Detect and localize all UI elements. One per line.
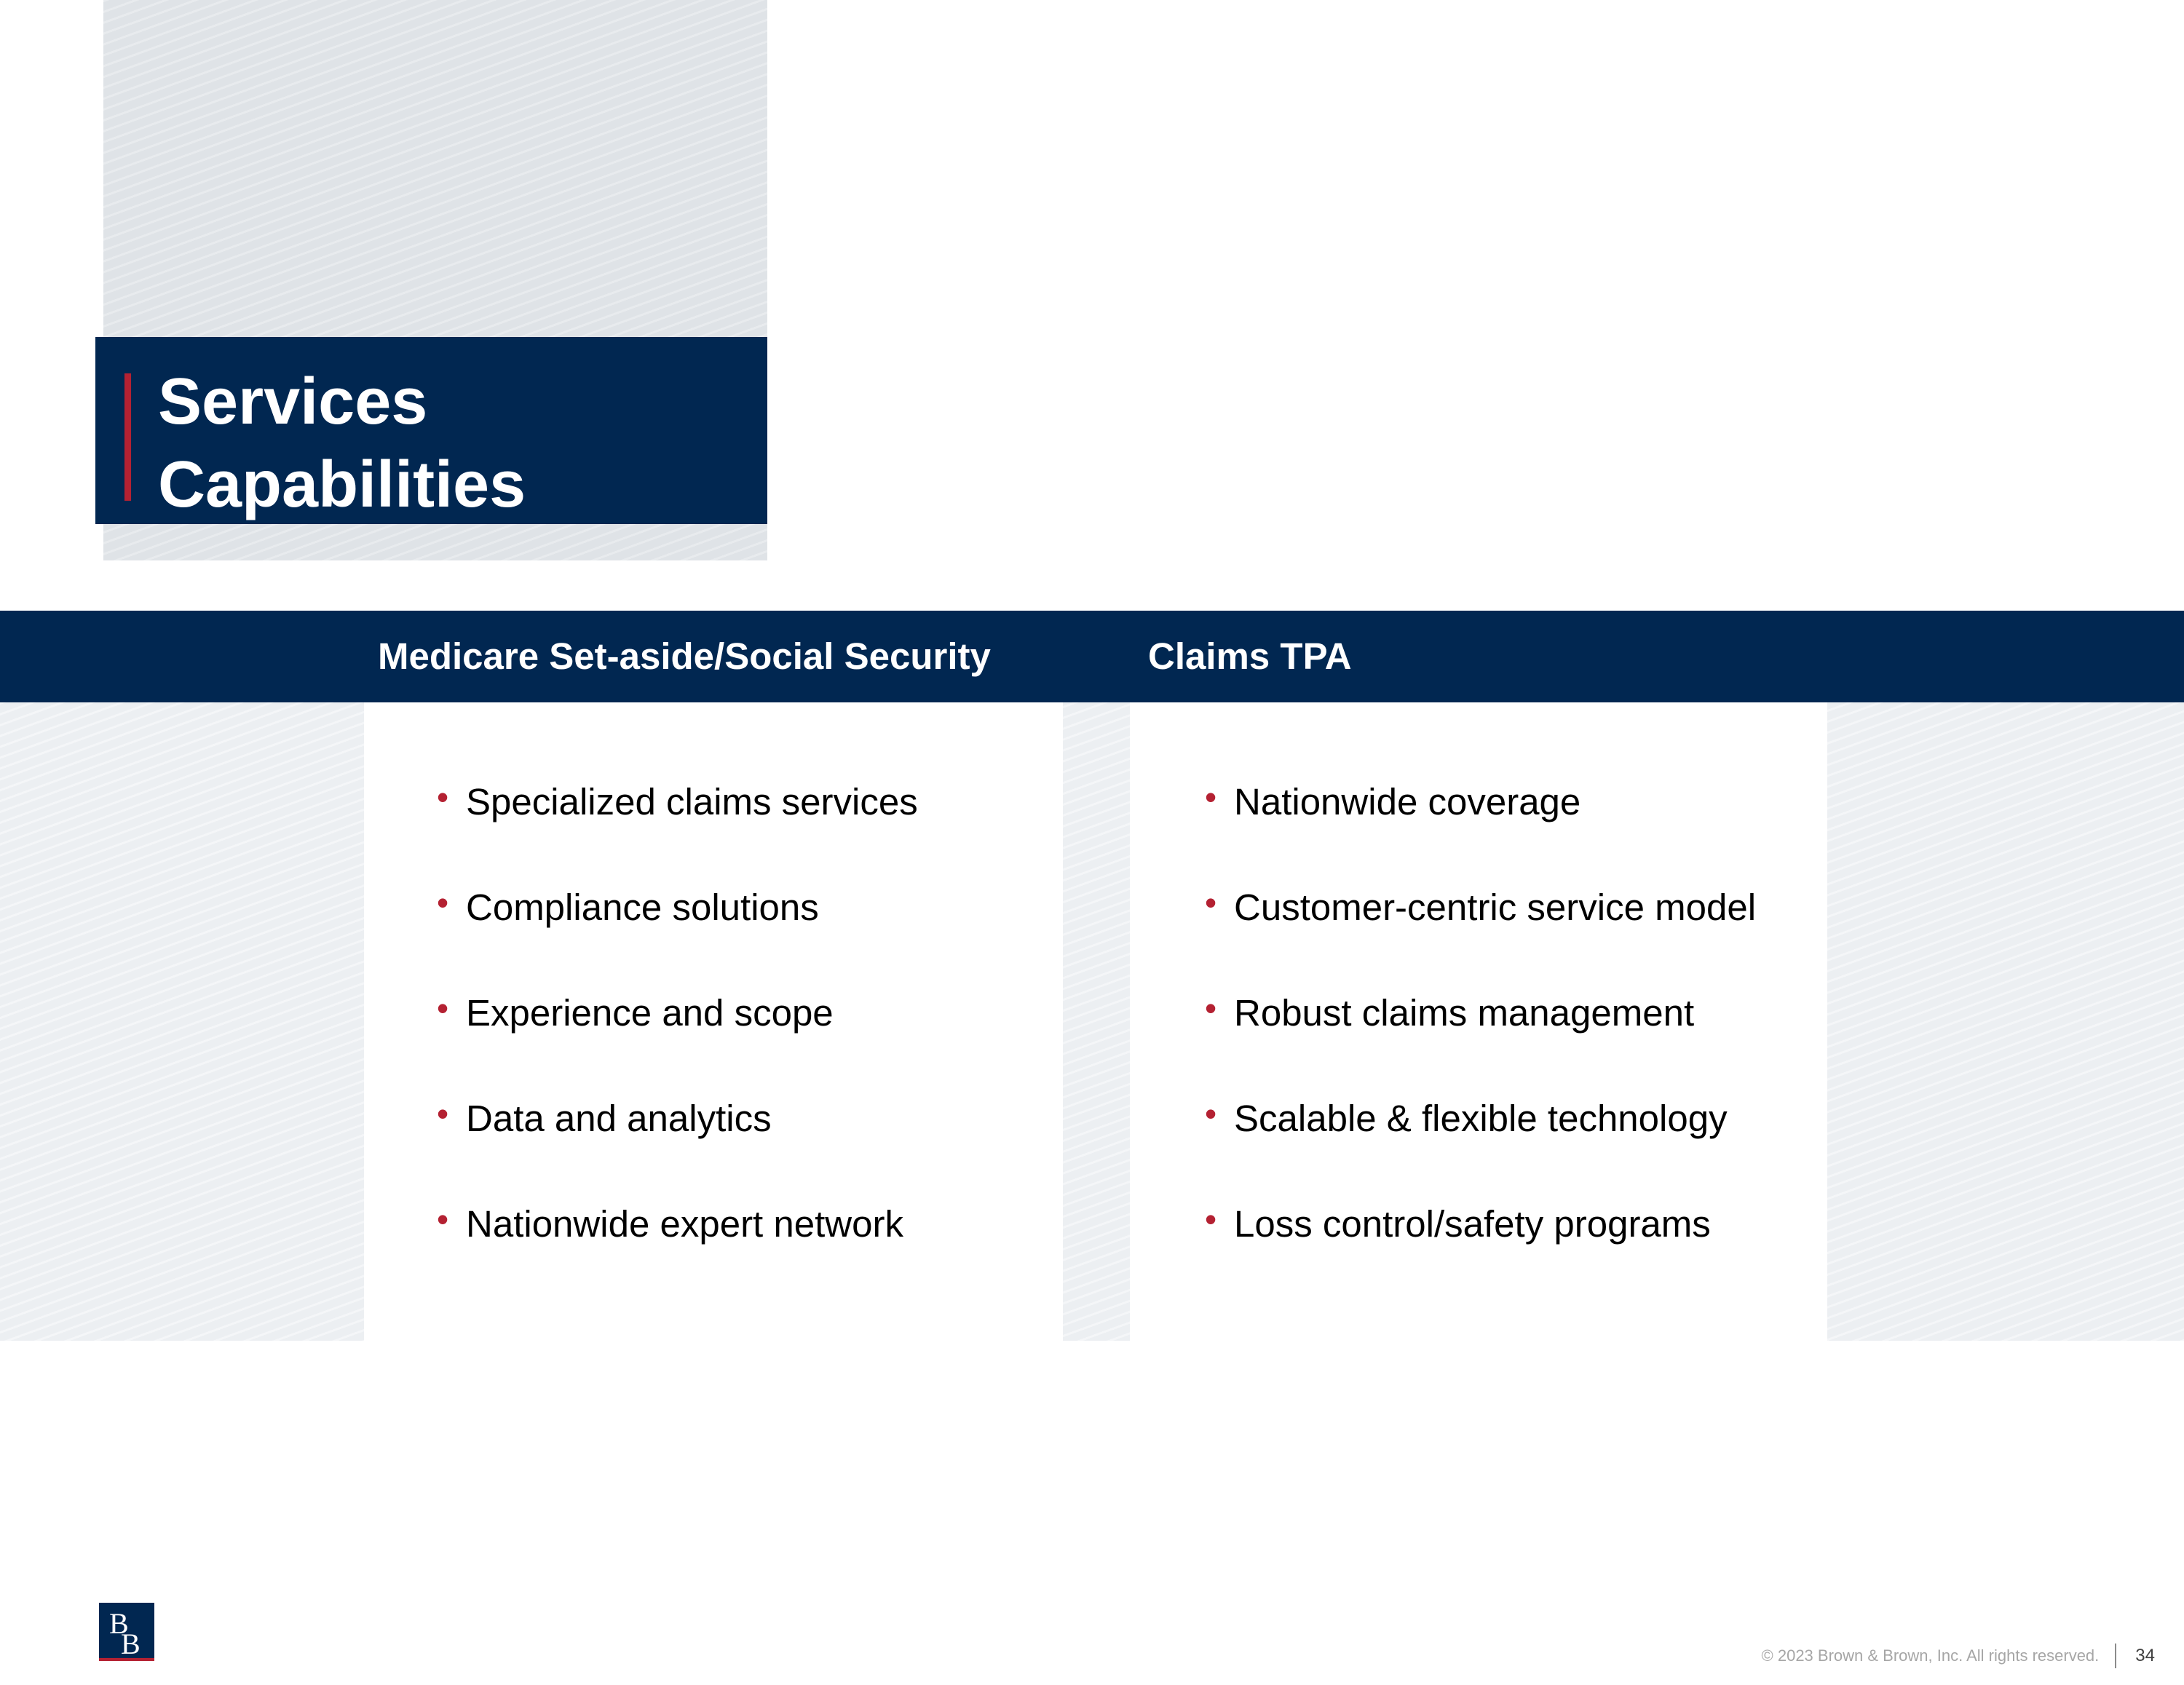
list-item: • Nationwide expert network [466,1197,1048,1250]
column-header-band [0,611,2184,702]
bullet-icon: • [437,884,449,921]
title-accent-bar [124,373,131,501]
list-item: • Experience and scope [466,986,1048,1039]
svg-text:B: B [121,1627,141,1660]
bullet-icon: • [437,989,449,1027]
copyright-notice: © 2023 Brown & Brown, Inc. All rights reserved. [1761,1646,2100,1665]
bullet-icon: • [437,1200,449,1238]
bullet-icon: • [1205,1200,1217,1238]
column-heading-claims-tpa: Claims TPA [1148,635,1352,677]
page-title-line-1: Services [158,365,428,438]
page-title [158,360,526,526]
bullet-icon: • [437,1095,449,1133]
content-background-pattern [0,702,2184,1341]
medicare-panel [364,702,1063,1341]
page-number: 34 [2135,1646,2155,1665]
page-title-line-2: Capabilities [158,448,526,521]
list-item: • Scalable & flexible technology [1234,1092,1802,1145]
list-item: • Loss control/safety programs [1234,1197,1802,1250]
bullet-icon: • [1205,989,1217,1027]
footer-divider [2115,1644,2116,1668]
bullet-icon: • [1205,1095,1217,1133]
list-item: • Nationwide coverage [1234,775,1802,828]
svg-text:B: B [109,1607,129,1640]
list-item: • Specialized claims services [466,775,1048,828]
bullet-icon: • [1205,884,1217,921]
column-heading-medicare: Medicare Set-aside/Social Security [378,635,991,677]
list-item: • Robust claims management [1234,986,1802,1039]
medicare-bullet-list [437,775,1048,1303]
list-item: • Compliance solutions [466,881,1048,934]
brown-and-brown-logo [99,1603,154,1661]
claims-tpa-bullet-list [1205,775,1802,1303]
title-box [95,337,767,524]
bullet-icon: • [1205,778,1217,816]
bullet-icon: • [437,778,449,816]
claims-tpa-panel [1130,702,1827,1341]
list-item: • Data and analytics [466,1092,1048,1145]
list-item: • Customer-centric service model [1234,881,1802,934]
footer [1762,1641,2155,1670]
